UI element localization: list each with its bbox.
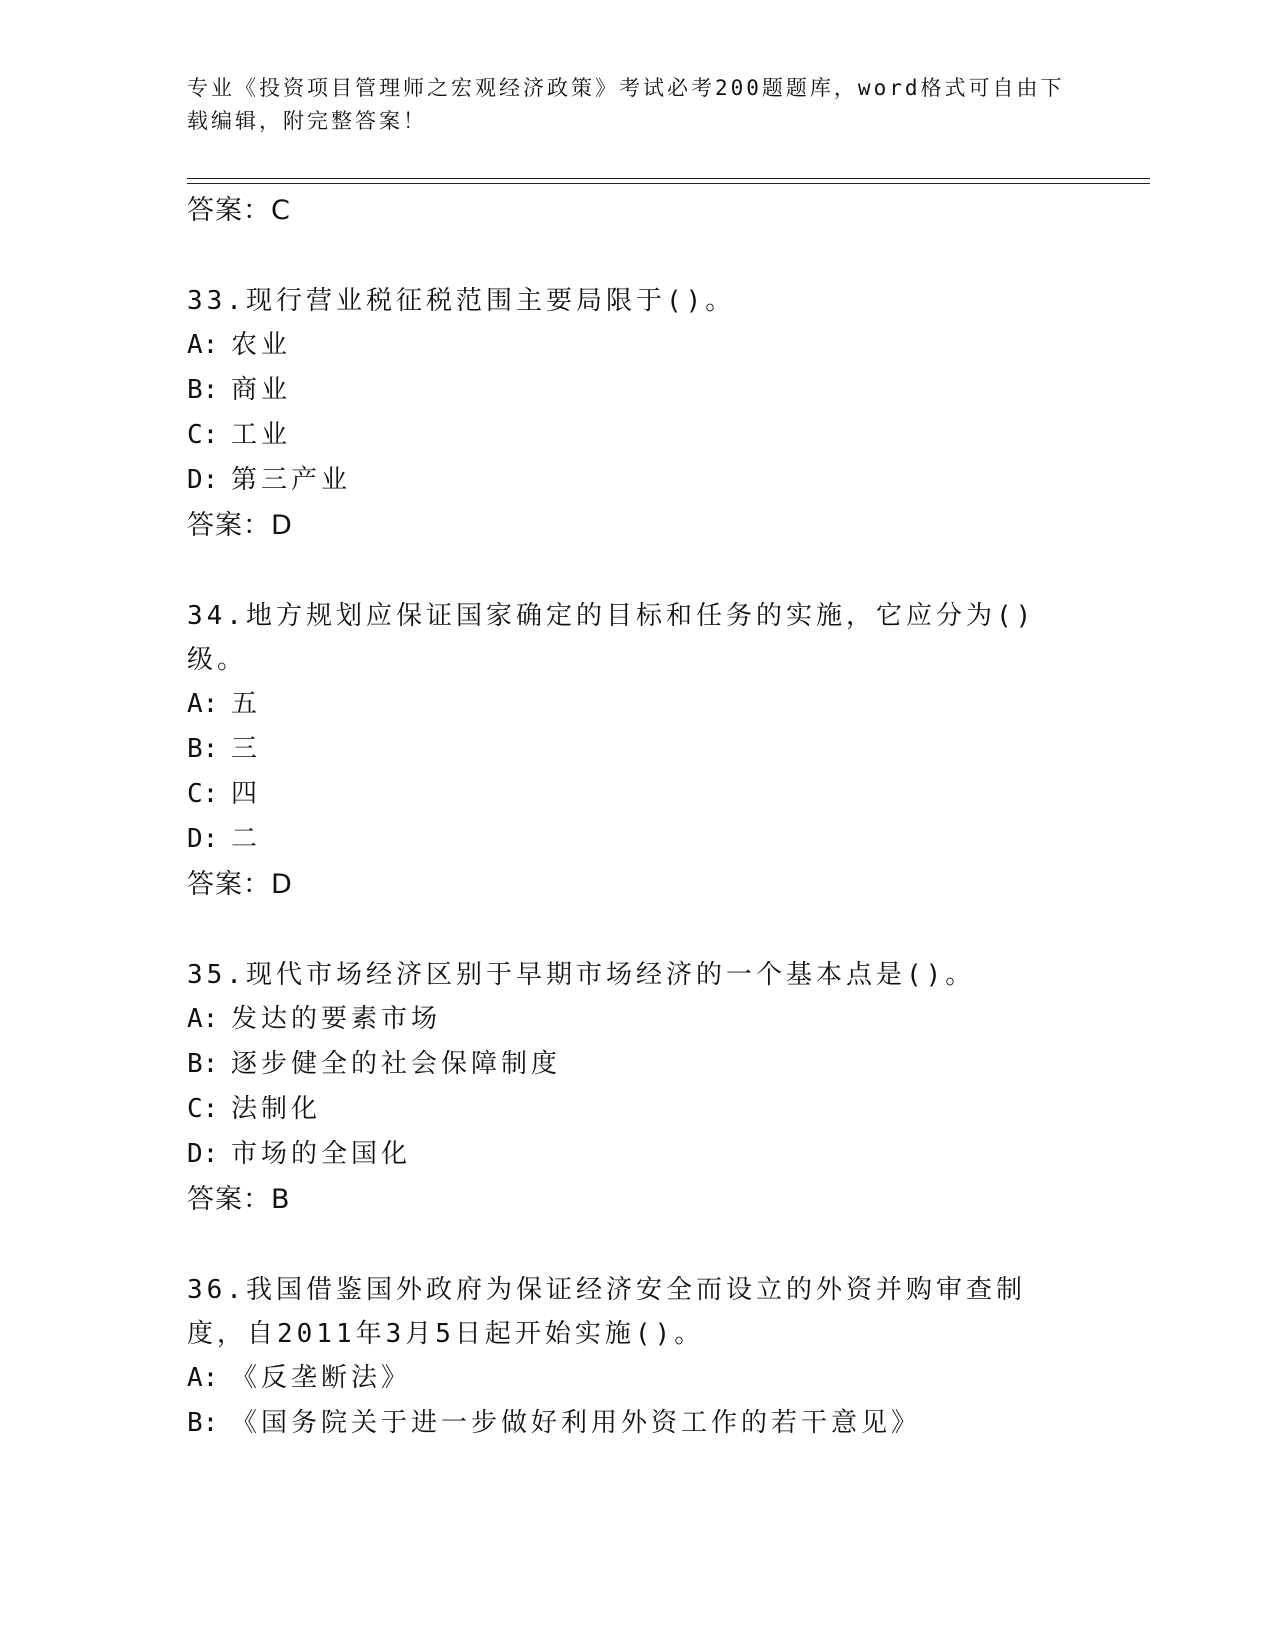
option-key: A: (187, 330, 219, 360)
question-stem: 36.我国借鉴国外政府为保证经济安全而设立的外资并购审查制度，自2011年3月5日起开始实施()。 (187, 1275, 1026, 1349)
option-key: B: (187, 1049, 219, 1079)
question-answer: 答案：B (187, 1184, 291, 1215)
option-b (187, 1401, 1087, 1446)
option-text: 四 (231, 779, 262, 809)
option-key: C: (187, 420, 219, 450)
option-a (187, 997, 1087, 1042)
option-text: 工业 (231, 420, 292, 450)
option-text: 商业 (231, 375, 292, 405)
option-c (187, 413, 1087, 458)
option-key: C: (187, 1094, 219, 1124)
option-b (187, 368, 1087, 413)
question-36 (187, 1268, 1087, 1446)
option-text: 二 (231, 824, 262, 854)
header-text: 专业《投资项目管理师之宏观经济政策》考试必考200题题库，word格式可自由下载编辑，附完整答案！ (187, 76, 1065, 133)
option-text: 五 (231, 689, 262, 719)
question-34 (187, 594, 1087, 907)
option-text: 三 (231, 734, 262, 764)
document-header (187, 72, 1087, 138)
question-stem: 35.现代市场经济区别于早期市场经济的一个基本点是()。 (187, 960, 976, 990)
header-rule-bottom (187, 183, 1150, 184)
option-text: 市场的全国化 (231, 1139, 412, 1169)
question-stem: 33.现行营业税征税范围主要局限于()。 (187, 286, 736, 316)
option-c (187, 1087, 1087, 1132)
option-text: 《反垄断法》 (231, 1363, 412, 1393)
option-a (187, 323, 1087, 368)
option-text: 法制化 (231, 1094, 322, 1124)
option-b (187, 1042, 1087, 1087)
option-text: 农业 (231, 330, 292, 360)
option-text: 发达的要素市场 (231, 1004, 442, 1034)
question-35 (187, 953, 1087, 1222)
option-d (187, 817, 1087, 862)
option-c (187, 772, 1087, 817)
option-key: D: (187, 465, 219, 495)
option-text: 《国务院关于进一步做好利用外资工作的若干意见》 (231, 1408, 922, 1438)
option-a (187, 682, 1087, 727)
option-text: 逐步健全的社会保障制度 (231, 1049, 562, 1079)
question-answer: 答案：D (187, 869, 293, 900)
option-key: A: (187, 1363, 219, 1393)
question-answer: 答案：D (187, 510, 293, 541)
option-text: 第三产业 (231, 465, 352, 495)
option-key: A: (187, 689, 219, 719)
option-d (187, 458, 1087, 503)
option-key: B: (187, 375, 219, 405)
option-key: D: (187, 1139, 219, 1169)
option-key: C: (187, 779, 219, 809)
option-d (187, 1132, 1087, 1177)
previous-answer: 答案：C (187, 195, 291, 226)
header-rule-top (187, 178, 1150, 179)
option-b (187, 727, 1087, 772)
question-list (187, 188, 1087, 1446)
option-a (187, 1356, 1087, 1401)
option-key: D: (187, 824, 219, 854)
question-33 (187, 279, 1087, 548)
option-key: A: (187, 1004, 219, 1034)
option-key: B: (187, 1408, 219, 1438)
option-key: B: (187, 734, 219, 764)
question-stem: 34.地方规划应保证国家确定的目标和任务的实施，它应分为()级。 (187, 601, 1036, 675)
